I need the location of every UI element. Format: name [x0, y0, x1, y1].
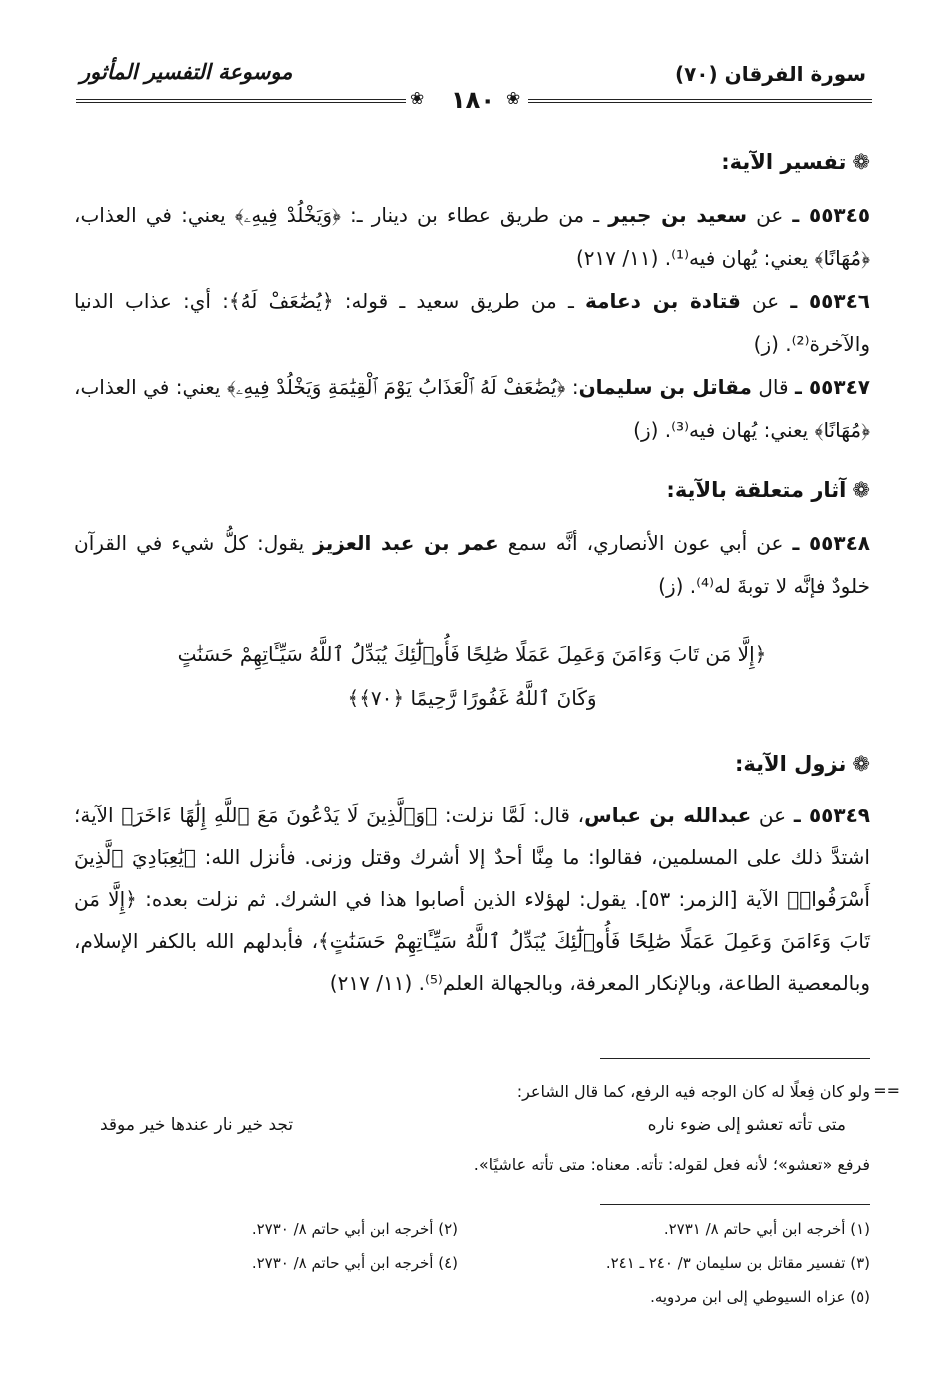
narrator-name: مقاتل بن سليمان — [578, 375, 752, 399]
entry-55346: ٥٥٣٤٦ ـ عن قتادة بن دعامة ـ من طريق سعيد ـ قوله: ﴿يُضَٰعَفْ لَهُ﴾: أي: عذاب الدنيا والآخرة⁽²⁾. (ز) — [74, 289, 870, 356]
narrator-name: سعيد بن جبير — [608, 203, 748, 227]
section-heading-athar: ❁آثار متعلقة بالآية: — [666, 478, 870, 502]
book-title-header: موسوعة التفسير المأثور — [80, 60, 293, 84]
footnote-4: (٤) أخرجه ابن أبي حاتم ٨/ ٢٧٣٠. — [251, 1254, 458, 1272]
narrator-name: عبدالله بن عباس — [584, 803, 752, 827]
header-ornament-left: ❀ — [410, 89, 425, 109]
footnote-continuation-line-3: فرفع «تعشو»؛ لأنه فعل لقوله: تأته. معناه: متى تأته عاشيًا». — [473, 1155, 870, 1174]
narrator-name: قتادة بن دعامة — [584, 289, 741, 313]
quran-quote: ﴿وَيَخْلُدْ فِيهِۦ﴾ — [234, 203, 341, 227]
header-rule-left — [76, 99, 406, 103]
narrator-name: عمر بن عبد العزيز — [313, 531, 499, 555]
entry-number: ٥٥٣٤٥ ـ — [792, 203, 871, 227]
entry-number: ٥٥٣٤٨ ـ — [792, 531, 871, 555]
footnotes-divider — [600, 1204, 870, 1205]
quran-quote: ﴿يُضَٰعَفْ لَهُ﴾ — [228, 289, 334, 313]
section-heading-nuzul: ❁نزول الآية: — [735, 752, 870, 776]
poem-hemistich-left: تجد خير نار عندها خير موقد — [100, 1115, 294, 1135]
entry-55345: ٥٥٣٤٥ ـ عن سعيد بن جبير ـ من طريق عطاء بن دينار ـ: ﴿وَيَخْلُدْ فِيهِۦ﴾ يعني: في العذاب، ﴿مُهَانًا﴾ يعني: يُهان فيه⁽¹⁾. (١١/ ٢١٧) — [74, 203, 871, 270]
quran-verse — [74, 632, 870, 720]
footnote-continuation-line-1: ولو كان فِعلًا له كان الوجه فيه الرفع، كما قال الشاعر: — [516, 1082, 870, 1101]
quran-quote: ﴿إِلَّا مَن تَابَ وَءَامَنَ وَعَمِلَ عَمَلًا صَٰلِحًا فَأُو۟لَٰٓئِكَ يُبَدِّلُ ٱللَّهُ سَيِّـَٔاتِهِمْ حَسَنَٰتٍ﴾ — [74, 887, 871, 953]
footnote-divider — [600, 1058, 870, 1059]
quran-quote: ﴿وَٱلَّذِينَ لَا يَدْعُونَ مَعَ ٱللَّهِ إِلَٰهًا ءَاخَرَ﴾ — [121, 803, 438, 827]
entry-number: ٥٥٣٤٧ ـ — [795, 375, 870, 399]
entry-55348: ٥٥٣٤٨ ـ عن أبي عون الأنصاري، أنَّه سمع عمر بن عبد العزيز يقول: كلُّ شيء في القرآن خلودٌ فإنَّه لا توبةَ له⁽⁴⁾. (ز) — [74, 531, 871, 598]
poem-hemistich-right: متى تأته تعشو إلى ضوء ناره — [647, 1115, 846, 1135]
footnote-3: (٣) تفسير مقاتل بن سليمان ٣/ ٢٤٠ ـ ٢٤١. — [605, 1254, 870, 1272]
entry-55349: ٥٥٣٤٩ ـ عن عبدالله بن عباس، قال: لَمَّا نزلت: ﴿وَٱلَّذِينَ لَا يَدْعُونَ مَعَ ٱللَّهِ إِلَٰهًا ءَاخَرَ﴾ الآية؛ اشتدَّ ذلك على المسلمين، فقالوا: ما مِنَّا أحدٌ إلا أشرك وقتل وزنى. فأنزل الله: ﴿يَٰعِبَادِيَ ٱلَّذِينَ أَسْرَفُوا۟﴾ الآية [الزمر: ٥٣]. يقول: لهؤلاء الذين أصابوا هذا في الشرك. ثم نزلت بعده: ﴿إِلَّا مَن تَابَ وَءَامَنَ وَعَمِلَ عَمَلًا صَٰلِحًا فَأُو۟لَٰٓئِكَ يُبَدِّلُ ٱللَّهُ سَيِّـَٔاتِهِمْ حَسَنَٰتٍ﴾، فأبدلهم الله بالكفر الإسلام، وبالمعصية الطاعة، وبالإنكار المعرفة، وبالجهالة العلم⁽⁵⁾. (١١/ ٢١٧) — [74, 803, 871, 995]
quran-quote: ﴿مُهَانًا﴾ — [814, 246, 870, 270]
section-heading-tafsir: ❁تفسير الآية: — [721, 150, 870, 174]
verse-line-1: ﴿إِلَّا مَن تَابَ وَءَامَنَ وَعَمِلَ عَمَلًا صَٰلِحًا فَأُو۟لَٰٓئِكَ يُبَدِّلُ ٱللَّهُ سَيِّـَٔاتِهِمْ حَسَنَٰتٍ — [177, 642, 767, 666]
entry-number: ٥٥٣٤٦ ـ — [790, 289, 870, 313]
flower-icon: ❁ — [852, 150, 870, 174]
footnote-1: (١) أخرجه ابن أبي حاتم ٨/ ٢٧٣١. — [663, 1220, 870, 1238]
entry-number: ٥٥٣٤٩ ـ — [793, 803, 871, 827]
page-number: ١٨٠ — [451, 86, 495, 114]
continuation-mark: == — [873, 1081, 900, 1100]
footnote-2: (٢) أخرجه ابن أبي حاتم ٨/ ٢٧٣٠. — [251, 1220, 458, 1238]
footnote-5: (٥) عزاه السيوطي إلى ابن مردويه. — [650, 1288, 870, 1306]
flower-icon: ❁ — [852, 752, 870, 776]
quran-quote: ﴿يَٰعِبَادِيَ ٱلَّذِينَ أَسْرَفُوا۟﴾ — [74, 845, 870, 911]
flower-icon: ❁ — [852, 478, 870, 502]
surah-header: سورة الفرقان (٧٠) — [674, 62, 866, 86]
header-ornament-right: ❀ — [506, 89, 521, 109]
quran-quote: ﴿يُضَٰعَفْ لَهُ ٱلْعَذَابُ يَوْمَ ٱلْقِيَٰمَةِ وَيَخْلُدْ فِيهِۦ﴾ — [226, 375, 566, 399]
entry-55347: ٥٥٣٤٧ ـ قال مقاتل بن سليمان: ﴿يُضَٰعَفْ لَهُ ٱلْعَذَابُ يَوْمَ ٱلْقِيَٰمَةِ وَيَخْلُدْ فِيهِۦ﴾ يعني: في العذاب، ﴿مُهَانًا﴾ يعني: يُهان فيه⁽³⁾. (ز) — [74, 375, 870, 442]
quran-quote: ﴿مُهَانًا﴾ — [814, 418, 870, 442]
header-rule-right — [528, 99, 872, 103]
verse-line-2: وَكَانَ ٱللَّهُ غَفُورًا رَّحِيمًا ﴿٧٠﴾﴾ — [347, 686, 597, 710]
